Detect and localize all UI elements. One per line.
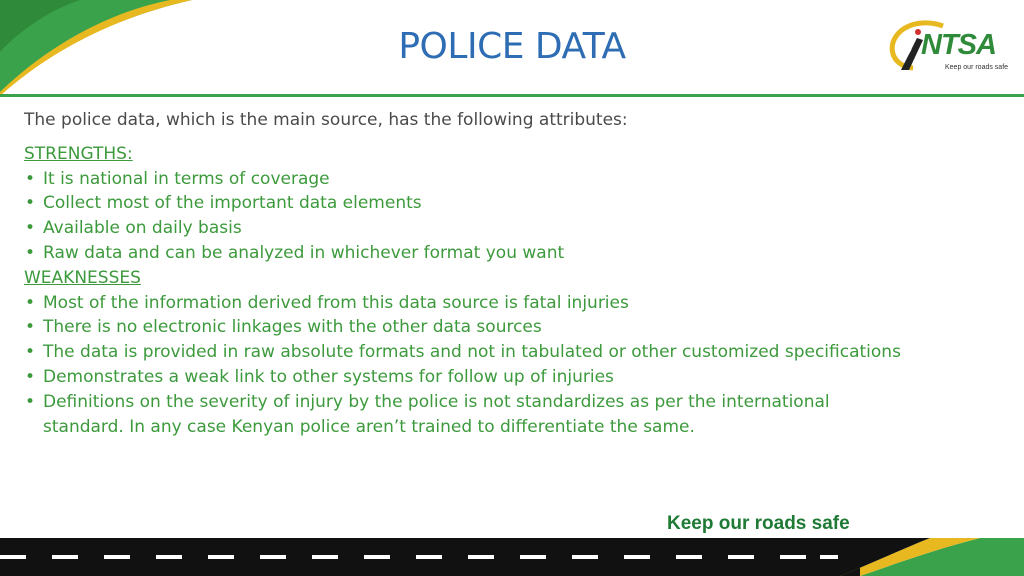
slide-body [24,108,904,439]
list-item: • Most of the information derived from this data source is fatal injuries [24,291,904,316]
intro-text: The police data, which is the main source, has the following attributes: [24,110,628,130]
list-item: • Raw data and can be analyzed in whichever format you want [24,241,904,266]
list-item: • Collect most of the important data elements [24,191,904,216]
logo-text: NTSA [921,29,996,61]
road-graphic [0,538,1024,576]
list-item: • There is no electronic linkages with the other data sources [24,315,904,340]
header-divider [0,94,1024,97]
list-item: • The data is provided in raw absolute formats and not in tabulated or other customized specifications [24,340,904,365]
strengths-list [24,167,904,266]
page-title: POLICE DATA [398,26,626,67]
list-item: • It is national in terms of coverage [24,167,904,192]
weaknesses-list [24,291,904,440]
list-item: • Definitions on the severity of injury by the police is not standardizes as per the international standard. In any case Kenyan police aren’t trained to differentiate the same. [24,390,904,440]
footer-slogan: Keep our roads safe [667,513,850,534]
list-item: • Available on daily basis [24,216,904,241]
list-item: • Demonstrates a weak link to other systems for follow up of injuries [24,365,904,390]
strengths-heading: STRENGTHS: [24,143,133,164]
weaknesses-heading: WEAKNESSES [24,267,141,288]
logo-tagline: Keep our roads safe [945,64,1009,71]
